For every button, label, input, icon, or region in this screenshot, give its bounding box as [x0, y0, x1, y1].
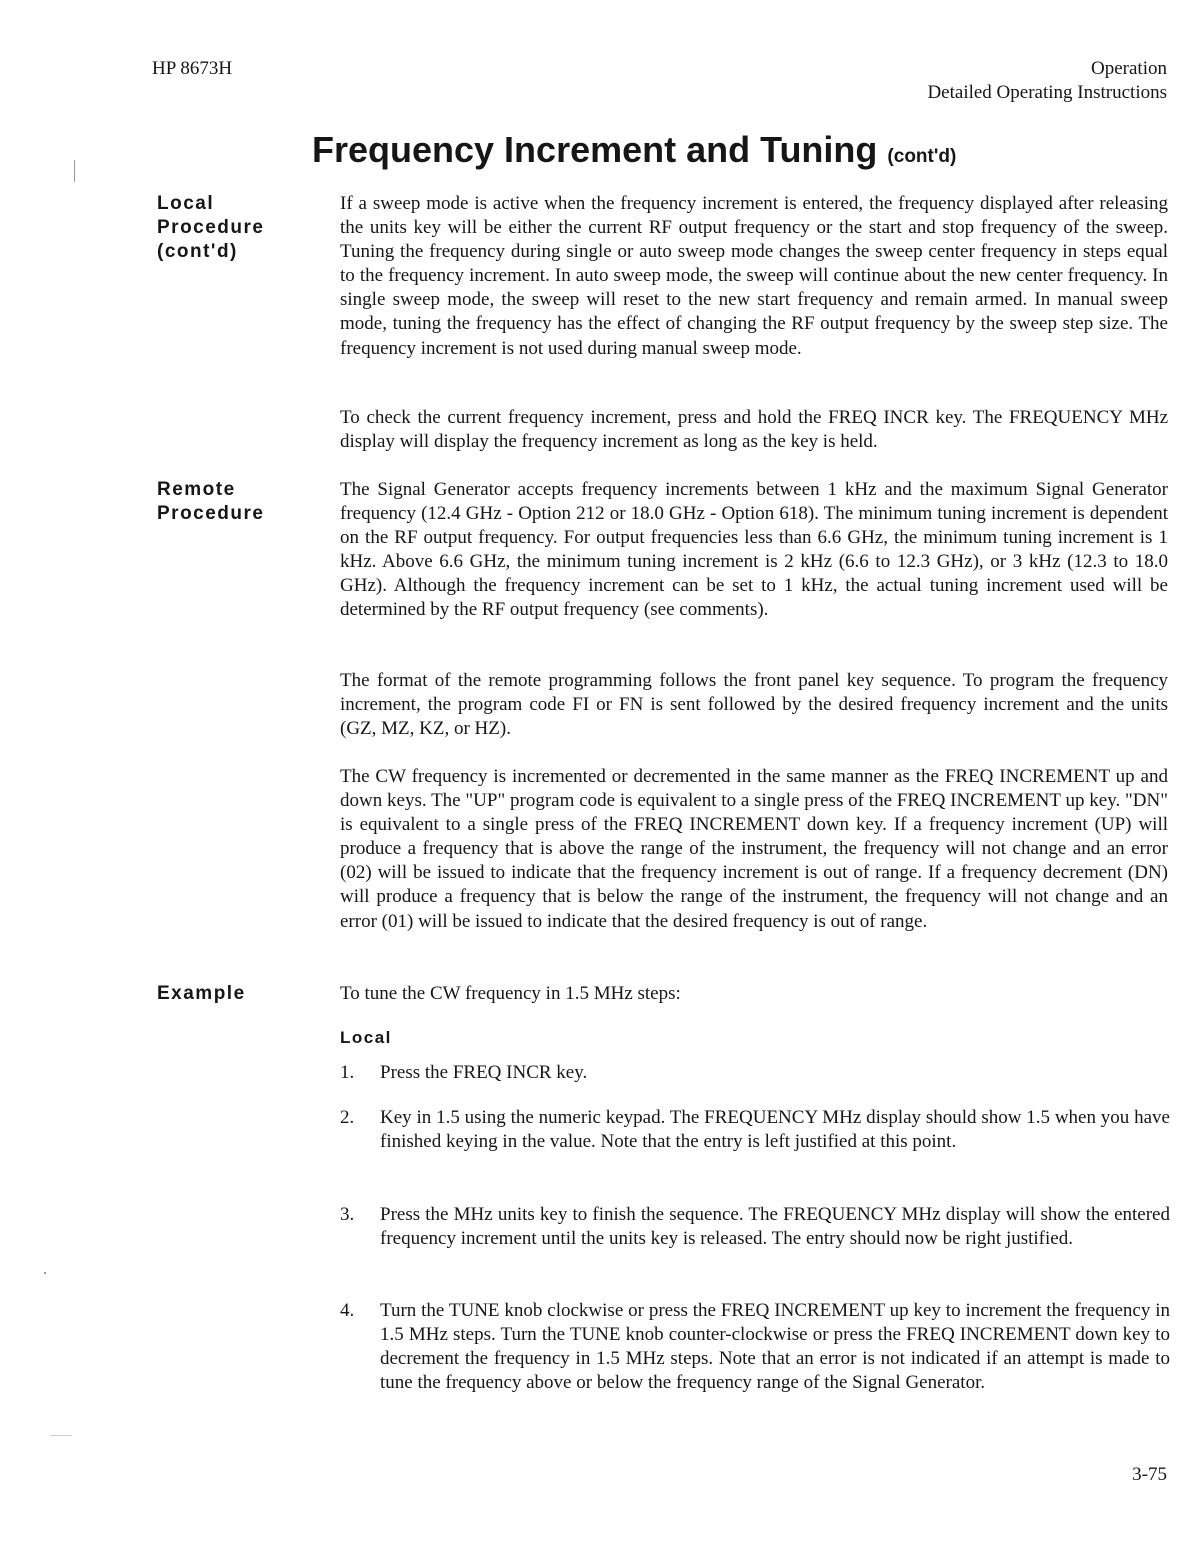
local-paragraph-1: If a sweep mode is active when the frequency increment is entered, the frequency displayed after releasing the units key will be either the current RF output frequency or the start and stop frequency of the sweep. Tuning the frequency during single or auto sweep mode changes the sweep center frequency in steps equal to the frequency increment. In auto sweep mode, the sweep will continue about the new center frequency. In single sweep mode, the sweep will reset to the new start frequency and remain armed. In manual sweep mode, tuning the frequency has the effect of changing the RF output frequency by the sweep step size. The frequency increment is not used during manual sweep mode. — [340, 193, 1168, 359]
remote-paragraph-1: The Signal Generator accepts frequency increments between 1 kHz and the maximum Signal Generator frequency (12.4 GHz - Option 212 or 18.0 GHz - Option 618). The minimum tuning increment is dependent on the RF output frequency. For output frequencies less than 6.6 GHz, the minimum tuning increment is 1 kHz. Above 6.6 GHz, the minimum tuning increment is 2 kHz (6.6 to 12.3 GHz), or 3 kHz (12.3 to 18.0 GHz). Although the frequency increment can be set to 1 kHz, the actual tuning increment used will be determined by the RF output frequency (see comments). — [340, 479, 1168, 621]
label-line: Procedure — [157, 503, 265, 524]
page-title-main: Frequency Increment and Tuning — [312, 129, 878, 170]
example-subheading: Local — [340, 1028, 392, 1047]
example-step — [340, 1299, 1170, 1395]
page-number: 3-75 — [1132, 1464, 1167, 1485]
label-line: Procedure — [157, 217, 265, 238]
step-text: Press the FREQ INCR key. — [380, 1062, 588, 1083]
header-section: Operation — [1091, 58, 1167, 79]
example-label: Example — [157, 983, 246, 1004]
page-title-contd: (cont'd) — [887, 146, 957, 167]
label-line: Remote — [157, 479, 236, 500]
example-step — [340, 1061, 1170, 1085]
step-number: 2. — [340, 1107, 355, 1128]
example-step — [340, 1106, 1170, 1154]
label-line: (cont'd) — [157, 241, 238, 262]
label-line: Local — [157, 193, 215, 214]
example-intro: To tune the CW frequency in 1.5 MHz steps: — [340, 983, 681, 1004]
example-step — [340, 1203, 1170, 1251]
scan-mark — [50, 1435, 72, 1436]
scan-mark — [44, 1272, 46, 1274]
step-number: 1. — [340, 1062, 355, 1083]
local-paragraph-2: To check the current frequency increment, press and hold the FREQ INCR key. The FREQUENCY MHz display will display the frequency increment as long as the key is held. — [340, 407, 1168, 453]
remote-paragraph-3: The CW frequency is incremented or decremented in the same manner as the FREQ INCREMENT up and down keys. The "UP" program code is equivalent to a single press of the FREQ INCREMENT up key. "DN" is equivalent to a single press of the FREQ INCREMENT down key. If a frequency increment (UP) will produce a frequency that is above the range of the instrument, the frequency will not change and an error (02) will be issued to indicate that the frequency increment is out of range. If a frequency decrement (DN) will produce a frequency that is below the range of the instrument, the frequency will not change and an error (01) will be issued to indicate that the desired frequency is out of range. — [340, 766, 1168, 932]
step-text: Press the MHz units key to finish the sequence. The FREQUENCY MHz display will show the entered frequency increment until the units key is released. The entry should now be right justified. — [380, 1204, 1170, 1249]
step-text: Turn the TUNE knob clockwise or press the FREQ INCREMENT up key to increment the frequency in 1.5 MHz steps. Turn the TUNE knob counter-clockwise or press the FREQ INCREMENT down key to decrement the frequency in 1.5 MHz steps. Note that an error is not indicated if an attempt is made to tune the frequency above or below the frequency range of the Signal Generator. — [380, 1300, 1170, 1393]
remote-procedure-label — [157, 478, 264, 526]
header-section-block — [927, 57, 1167, 105]
step-number: 4. — [340, 1300, 355, 1321]
local-procedure-label — [157, 192, 264, 264]
header-subsection: Detailed Operating Instructions — [927, 82, 1167, 103]
step-number: 3. — [340, 1204, 355, 1225]
header-model: HP 8673H — [152, 58, 233, 79]
scan-mark — [74, 160, 75, 182]
step-text: Key in 1.5 using the numeric keypad. The FREQUENCY MHz display should show 1.5 when you have finished keying in the value. Note that the entry is left justified at this point. — [380, 1107, 1170, 1152]
page-title — [312, 128, 956, 179]
remote-paragraph-2: The format of the remote programming follows the front panel key sequence. To program the frequency increment, the program code FI or FN is sent followed by the desired frequency increment and the units (GZ, MZ, KZ, or HZ). — [340, 670, 1168, 740]
